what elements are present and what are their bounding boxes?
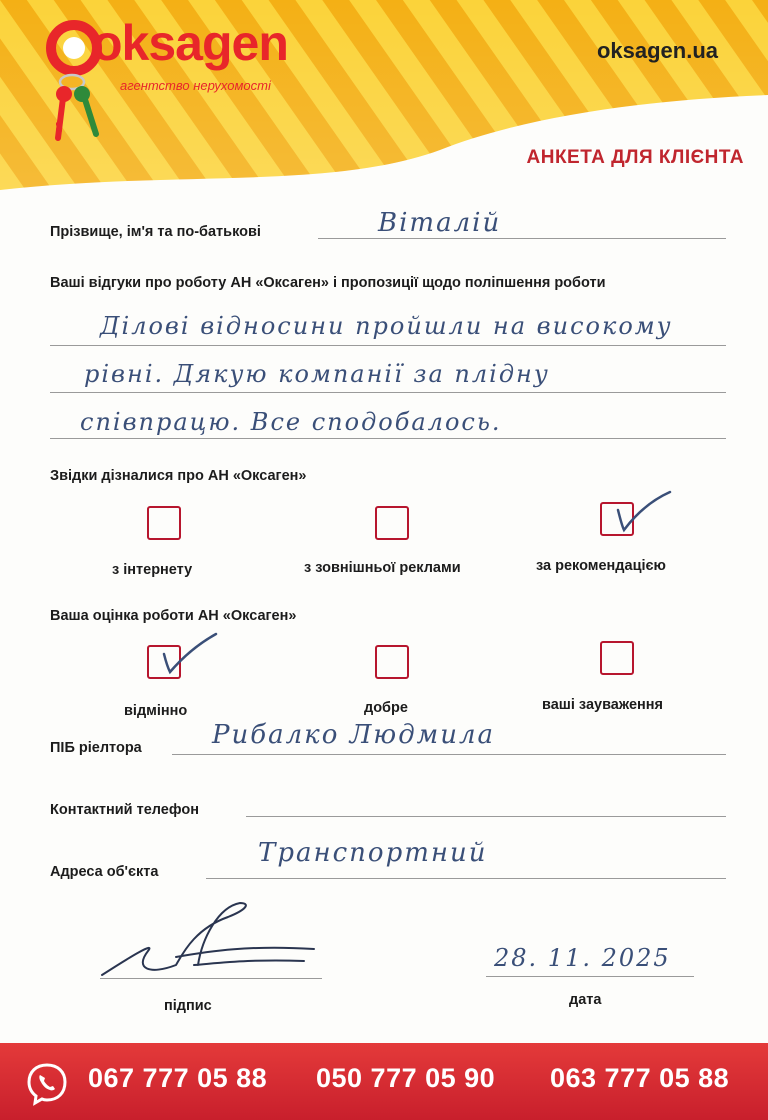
option-recommendation-label: за рекомендацією: [536, 558, 666, 574]
option-good-label: добре: [364, 700, 408, 716]
realtor-label: ПІБ ріелтора: [50, 740, 142, 756]
signature-label: підпис: [164, 998, 212, 1014]
check-mark-excellent: [152, 628, 222, 678]
footer-bar: [0, 1043, 768, 1120]
realtor-line: [172, 754, 726, 755]
checkbox-good[interactable]: [375, 645, 409, 679]
checkbox-remarks[interactable]: [600, 641, 634, 675]
signature-image[interactable]: [90, 895, 330, 990]
name-label: Прізвище, ім'я та по-батькові: [50, 224, 261, 240]
form-title: АНКЕТА ДЛЯ КЛІЄНТА: [526, 147, 744, 168]
name-line: [318, 238, 726, 239]
phone-line: [246, 816, 726, 817]
viber-phone-icon: [24, 1061, 70, 1107]
footer-phone-3[interactable]: 063 777 05 88: [550, 1063, 730, 1093]
option-excellent-label: відмінно: [124, 703, 188, 719]
option-internet-label: з інтернету: [112, 562, 193, 578]
name-value[interactable]: Віталій: [378, 208, 502, 238]
feedback-text-line-3[interactable]: співпрацю. Все сподобалось.: [80, 408, 502, 436]
footer-phone-1[interactable]: 067 777 05 88: [88, 1063, 268, 1093]
realtor-value[interactable]: Рибалко Людмила: [212, 720, 496, 750]
signature-line: [100, 978, 322, 979]
option-outdoor-ads-label: з зовнішньої реклами: [304, 560, 461, 576]
date-label: дата: [569, 992, 602, 1008]
address-line: [206, 878, 726, 879]
footer-phone-2[interactable]: 050 777 05 90: [316, 1063, 496, 1093]
phone-label: Контактний телефон: [50, 802, 199, 818]
feedback-text-line-1[interactable]: Ділові відносини пройшли на високому: [100, 312, 673, 340]
address-value[interactable]: Транспортний: [258, 838, 488, 868]
rating-label: Ваша оцінка роботи АН «Оксаген»: [50, 608, 297, 624]
logo-wordmark: oksagen: [92, 15, 288, 71]
source-label: Звідки дізналися про АН «Оксаген»: [50, 468, 307, 484]
feedback-label: Ваші відгуки про роботу АН «Оксаген» і пропозиції щодо поліпшення роботи: [50, 275, 606, 291]
feedback-line-1: [50, 345, 726, 346]
checkbox-internet[interactable]: [147, 506, 181, 540]
date-line: [486, 976, 694, 977]
site-url[interactable]: oksagen.ua: [596, 38, 718, 63]
feedback-line-3: [50, 438, 726, 439]
address-label: Адреса об'єкта: [50, 864, 159, 880]
option-remarks-label: ваші зауваження: [542, 697, 663, 713]
check-mark-recommendation: [604, 488, 674, 536]
date-value[interactable]: 28. 11. 2025: [494, 944, 671, 972]
checkbox-outdoor-ads[interactable]: [375, 506, 409, 540]
logo-tagline: агентство нерухомості: [120, 78, 271, 93]
feedback-line-2: [50, 392, 726, 393]
feedback-text-line-2[interactable]: рівні. Дякую компанії за плідну: [84, 360, 550, 388]
